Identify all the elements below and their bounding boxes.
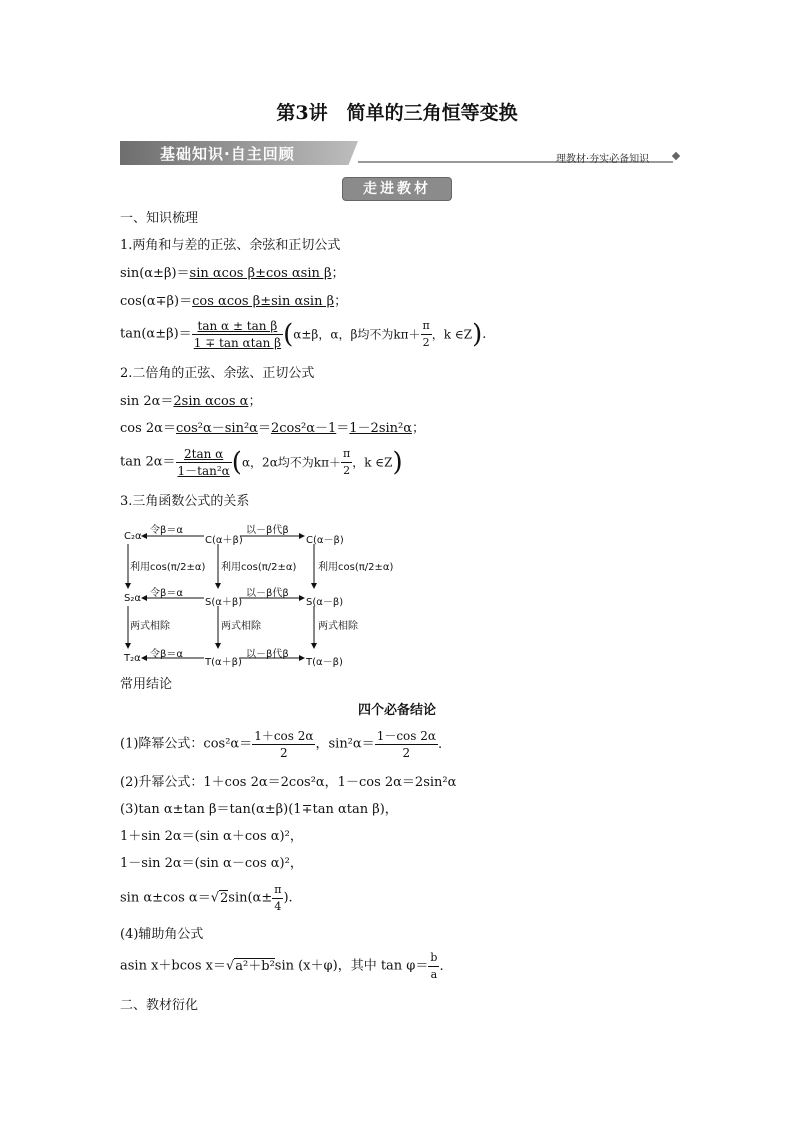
edge-sub-s: 以－β代β <box>246 588 289 599</box>
edge-div-3: 两式相除 <box>318 621 358 632</box>
node-s-sum: S(α＋β) <box>205 597 243 608</box>
edge-let-s: 令β＝α <box>150 588 183 599</box>
conclusion-2: (2)升幂公式：1＋cos 2α＝2cos²α，1－cos 2α＝2sin²α <box>120 775 457 790</box>
conclusion-4: (4)辅助角公式 <box>120 927 204 942</box>
edge-use-3: 利用cos(π/2±α) <box>318 562 394 573</box>
banner-subtitle: 理教材·夯实必备知识 <box>556 154 650 165</box>
edge-sub-t: 以－β代β <box>246 649 289 660</box>
node-c2a: C₂α <box>124 531 142 542</box>
edge-sub-c: 以－β代β <box>246 525 289 536</box>
node-s2a: S₂α <box>124 593 141 604</box>
conclusion-3b: 1＋sin 2α＝(sin α＋cos α)²， <box>120 829 303 844</box>
node-t-sum: T(α＋β) <box>205 657 242 668</box>
edge-use-2: 利用cos(π/2±α) <box>221 562 297 573</box>
formula-sin-sum: sin(α±β)＝sin αcos β±cos αsin β； <box>120 266 345 281</box>
heading-sum-diff: 1.两角和与差的正弦、余弦和正切公式 <box>120 238 341 253</box>
node-s-diff: S(α－β) <box>306 597 344 608</box>
heading-knowledge: 一、知识梳理 <box>120 211 199 226</box>
conclusion-3: (3)tan α±tan β＝tan(α±β)(1∓tan αtan β)， <box>120 802 398 817</box>
edge-use-1: 利用cos(π/2±α) <box>130 562 206 573</box>
formula-cos-double: cos 2α＝cos²α－sin²α＝2cos²α－1＝1－2sin²α； <box>120 421 426 436</box>
formula-tan-double: tan 2α＝ $\frac{\text{2tan α}}{\text{1－tan²α}}$ (α，2α均不为kπ＋ $\frac{\pi}{2}$ ，k ∈Z) <box>120 447 403 478</box>
conclusion-3c: 1－sin 2α＝(sin α－cos α)²， <box>120 856 303 871</box>
heading-four: 四个必备结论 <box>357 703 436 718</box>
conclusion-1: (1)降幂公式：cos²α＝ $\frac{1+\cos 2\alpha}{2}$ ，sin²α＝ $\frac{1-\cos 2\alpha}{2}$ . <box>120 729 443 760</box>
heading-common: 常用结论 <box>120 677 173 692</box>
section-badge: 走进教材 <box>342 177 452 201</box>
edge-let-c: 令β＝α <box>150 525 183 536</box>
formula-cos-sum: cos(α∓β)＝cos αcos β±sin αsin β； <box>120 294 348 309</box>
heading-relations: 3.三角函数公式的关系 <box>120 494 250 509</box>
conclusion-3d: sin α±cos α＝√2sin(α± $\frac{\pi}{4}$ ). <box>120 883 293 913</box>
heading-textbook: 二、教材衍化 <box>120 998 199 1013</box>
heading-double-angle: 2.二倍角的正弦、余弦、正切公式 <box>120 366 315 381</box>
page-title: 第3讲 简单的三角恒等变换 <box>276 102 518 124</box>
edge-let-t: 令β＝α <box>150 649 183 660</box>
node-c-diff: C(α－β) <box>306 535 344 546</box>
node-c-sum: C(α＋β) <box>205 535 243 546</box>
formula-tan-sum: tan(α±β)＝ $\frac{\text{tan α ± tan β}}{\text{1 ∓ tan αtan β}}$ (α±β，α，β均不为kπ＋ $\frac{\pi}{2}$ ，k ∈Z). <box>120 319 487 350</box>
banner-title: 基础知识·自主回顾 <box>160 145 295 163</box>
node-t2a: T₂α <box>124 653 141 664</box>
conclusion-4b: asin x＋bcos x＝√a²＋b²sin (x＋φ)，其中 tan φ＝ $\frac{b}{a}$ . <box>120 951 444 981</box>
node-t-diff: T(α－β) <box>306 657 343 668</box>
diamond-icon <box>672 152 680 160</box>
formula-sin-double: sin 2α＝2sin αcos α； <box>120 394 262 409</box>
edge-div-1: 两式相除 <box>130 621 170 632</box>
edge-div-2: 两式相除 <box>221 621 261 632</box>
